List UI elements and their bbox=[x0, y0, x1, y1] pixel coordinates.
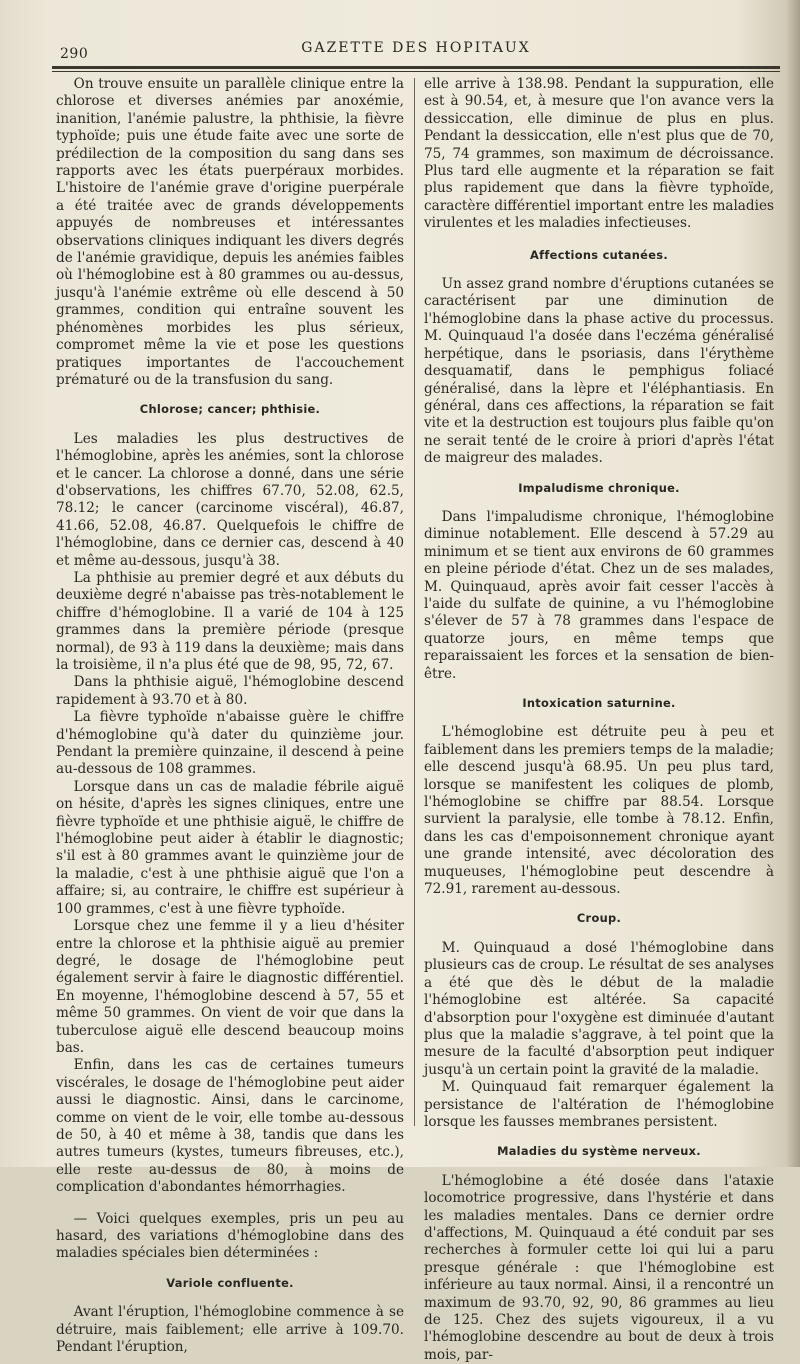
section-heading: Chlorose; cancer; phthisie. bbox=[139, 402, 321, 417]
paragraph: Dans l'impaludisme chronique, l'hémoglobine diminue notablement. Elle descend à 57.29 au minimum et se tient aux environs de 60 grammes en pleine période d'état. Chez un de ses malades, M. Quinquaud, après avoir fait cesser l'accès à l'aide du sulfate de quinine, a vu l'hémoglobine s'élever de 57 à 78 grammes dans l'espace de quatorze jours, en même temps que reparaissaient les forces et la sensation de bien-être. bbox=[424, 508, 774, 682]
right-column bbox=[424, 76, 774, 1364]
section-heading: Affections cutanées. bbox=[530, 247, 668, 262]
paragraph: Dans la phthisie aiguë, l'hémoglobine descend rapidement à 93.70 et à 80. bbox=[56, 674, 404, 708]
paragraph: On trouve ensuite un parallèle clinique entre la chlorose et diverses anémies par anoxémie, inanition, l'anémie palustre, la phthisie, la fièvre typhoïde; puis une étude faite avec une sorte de prédilection de la composition du sang dans ses rapports avec les états puerpéraux morbides. L'histoire de l'anémie grave d'origine puerpérale a été traitée avec de grands développements appuyés de nombreuses et intéressantes observations cliniques indiquant les divers degrés de l'anémie gravidique, depuis les anémies faibles où l'hémoglobine est à 80 grammes ou au-dessus, jusqu'à l'anémie extrême où elle descend à 50 grammes, condition qui entraîne souvent les phénomènes morbides les plus sérieux, compromet même la vie et pose les questions pratiques importantes de l'accouchement prématuré ou de la transfusion du sang. bbox=[56, 76, 404, 388]
paragraph: Lorsque dans un cas de maladie fébrile aiguë on hésite, d'après les signes cliniques, entre une fièvre typhoïde et une phthisie aiguë, le chiffre de l'hémoglobine peut aider à établir le diagnostic; s'il est à 80 grammes avant le quinzième jour de la maladie, c'est à une phthisie aiguë que l'on a affaire; si, au contraire, le chiffre est supérieur à 100 grammes, c'est à une fièvre typhoïde. bbox=[56, 778, 404, 917]
page-edge-shadow bbox=[786, 0, 800, 1167]
paragraph: L'hémoglobine a été dosée dans l'ataxie locomotrice progressive, dans l'hystérie et dans les maladies mentales. Dans ce dernier ordre d'affections, M. Quinquaud a été conduit par ses recherches à formuler cette loi qui lui a paru presque générale : que l'hémoglobine est inférieure au taux normal. Ainsi, il a rencontré un maximum de 93.70, 92, 90, 86 grammes au lieu de 125. Chez des sujets vigoureux, il a vu l'hémoglobine descendre au bout de deux à trois mois, par- bbox=[424, 1172, 774, 1363]
paragraph: — Voici quelques exemples, pris un peu au hasard, des variations d'hémoglobine dans des maladies spéciales bien déterminées : bbox=[56, 1210, 404, 1262]
section-heading: Variole confluente. bbox=[166, 1275, 294, 1290]
paragraph: Avant l'éruption, l'hémoglobine commence à se détruire, mais faiblement; elle arrive à 109.70. Pendant l'éruption, bbox=[56, 1304, 404, 1356]
paragraph: Les maladies les plus destructives de l'hémoglobine, après les anémies, sont la chlorose et le cancer. La chlorose a donné, dans une série d'observations, les chiffres 67.70, 52.08, 62.5, 78.12; le cancer (carcinome viscéral), 46.87, 41.66, 52.08, 46.87. Quelquefois le chiffre de l'hémoglobine, dans ce dernier cas, descend à 40 et même au-dessous, jusqu'à 38. bbox=[56, 430, 404, 569]
header-rule-thick bbox=[52, 66, 780, 69]
paragraph: Enfin, dans les cas de certaines tumeurs viscérales, le dosage de l'hémoglobine peut aider aussi le diagnostic. Ainsi, dans le carcinome, comme on vient de le voir, elle tombe au-dessous de 50, à 40 et même à 38, tandis que dans les autres tumeurs (kystes, tumeurs fibreuses, etc.), elle reste au-dessus de 80, à moins de complication d'abondantes hémorrhagies. bbox=[56, 1057, 404, 1196]
paragraph: M. Quinquaud a dosé l'hémoglobine dans plusieurs cas de croup. Le résultat de ses analyses a été que dès le début de la maladie l'hémoglobine est altérée. Sa capacité d'absorption pour l'oxygène est diminuée d'autant plus que la maladie s'aggrave, à tel point que la mesure de la faculté d'absorption peut indiquer jusqu'à un certain point la gravité de la maladie. bbox=[424, 939, 774, 1078]
paragraph: La phthisie au premier degré et aux débuts du deuxième degré n'abaisse pas très-notablement le chiffre d'hémoglobine. Il a varié de 104 à 125 grammes dans la première période (presque normal), de 93 à 119 dans la deuxième; mais dans la troisième, il n'a plus été que de 98, 95, 72, 67. bbox=[56, 569, 404, 673]
paragraph: elle arrive à 138.98. Pendant la suppuration, elle est à 90.54, et, à mesure que l'on avance vers la dessiccation, elle diminue de plus en plus. Pendant la dessiccation, elle n'est plus que de 70, 75, 74 grammes, son maximum de décroissance. Plus tard elle augmente et la réparation se fait plus rapidement que dans la fièvre typhoïde, caractère différentiel important entre les maladies virulentes et les maladies infectieuses. bbox=[424, 76, 774, 232]
left-column bbox=[56, 76, 404, 1356]
section-heading: Croup. bbox=[576, 911, 622, 926]
header-rule-thin bbox=[52, 71, 780, 72]
paragraph: Un assez grand nombre d'éruptions cutanées se caractérisent par une diminution de l'hémoglobine dans la phase active du processus. M. Quinquaud l'a dosée dans l'eczéma généralisé herpétique, dans le psoriasis, dans l'érythème desquamatif, dans le pemphigus foliacé généralisé, dans la lèpre et l'éléphantiasis. En général, dans ces affections, la réparation se fait vite et la destruction est toujours plus faible qu'on ne serait tenté de le croire à priori d'après l'état de maigreur des malades. bbox=[424, 276, 774, 467]
running-title: GAZETTE DES HOPITAUX bbox=[301, 40, 531, 56]
paragraph: Lorsque chez une femme il y a lieu d'hésiter entre la chlorose et la phthisie aiguë au premier degré, le dosage de l'hémoglobine peut également servir à faire le diagnostic différentiel. En moyenne, l'hémoglobine descend à 57, 55 et même 50 grammes. On vient de voir que dans la tuberculose aiguë elle descend beaucoup moins bas. bbox=[56, 918, 404, 1056]
column-divider bbox=[414, 78, 415, 1126]
paragraph: L'hémoglobine est détruite peu à peu et faiblement dans les premiers temps de la maladie; elle descend jusqu'à 68.95. Un peu plus tard, lorsque se manifestent les coliques de plomb, l'hémoglobine se chiffre par 88.54. Lorsque survient la paralysie, elle tombe à 78.12. Enfin, dans les cas d'empoisonnement chronique ayant une grande intensité, avec décoloration des muqueuses, l'hémoglobine peut descendre à 72.91, rarement au-dessous. bbox=[424, 724, 774, 898]
page-header bbox=[52, 40, 780, 64]
section-heading: Impaludisme chronique. bbox=[518, 480, 680, 495]
page-number: 290 bbox=[60, 46, 89, 62]
paragraph: La fièvre typhoïde n'abaisse guère le chiffre d'hémoglobine qu'à dater du quinzième jour. Pendant la première quinzaine, il descend à peine au-dessous de 108 grammes. bbox=[56, 709, 404, 778]
section-heading: Intoxication saturnine. bbox=[522, 696, 676, 710]
paragraph: M. Quinquaud fait remarquer également la persistance de l'altération de l'hémoglobine lorsque les fausses membranes persistent. bbox=[424, 1079, 774, 1130]
section-heading: Maladies du système nerveux. bbox=[497, 1144, 701, 1159]
